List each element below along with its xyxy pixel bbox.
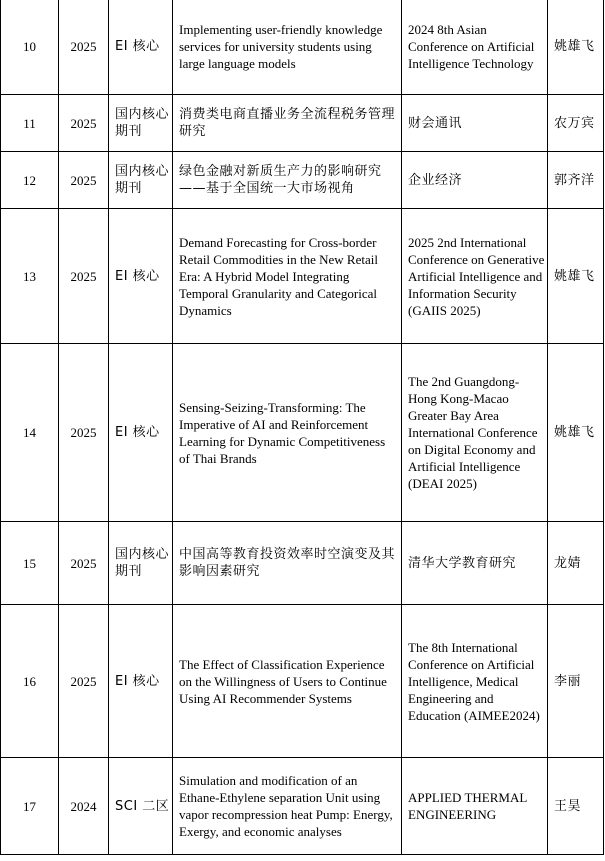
author-cell: 龙婧 — [548, 522, 604, 605]
title-cell: 消费类电商直播业务全流程税务管理研究 — [173, 95, 402, 152]
venue-cell: The 8th International Conference on Artificial Intelligence, Medical Engineering and Education (AIMEE2024) — [402, 605, 548, 758]
year-cell: 2025 — [59, 209, 109, 344]
year-cell: 2025 — [59, 152, 109, 209]
title-cell: The Effect of Classification Experience on the Willingness of Users to Continue Using AI Recommender Systems — [173, 605, 402, 758]
table-row — [1, 522, 604, 605]
table-row — [1, 758, 604, 855]
index-type-cell: 国内核心期刊 — [109, 95, 173, 152]
year-cell: 2025 — [59, 344, 109, 522]
title-cell: 中国高等教育投资效率时空演变及其影响因素研究 — [173, 522, 402, 605]
title-cell: Sensing-Seizing-Transforming: The Imperative of AI and Reinforcement Learning for Dynamic Competitiveness of Thai Brands — [173, 344, 402, 522]
row-number: 16 — [1, 605, 59, 758]
venue-cell: 企业经济 — [402, 152, 548, 209]
table-row — [1, 95, 604, 152]
year-cell: 2025 — [59, 605, 109, 758]
year-cell: 2024 — [59, 758, 109, 855]
table-row — [1, 152, 604, 209]
year-cell: 2025 — [59, 522, 109, 605]
row-number: 14 — [1, 344, 59, 522]
author-cell: 李丽 — [548, 605, 604, 758]
index-type-cell: EI 核心 — [109, 605, 173, 758]
author-cell: 姚雄飞 — [548, 209, 604, 344]
author-cell: 姚雄飞 — [548, 344, 604, 522]
venue-cell: 清华大学教育研究 — [402, 522, 548, 605]
index-type-cell: 国内核心期刊 — [109, 522, 173, 605]
title-cell: Simulation and modification of an Ethane-Ethylene separation Unit using vapor recompression heat Pump: Energy, Exergy, and economic analyses — [173, 758, 402, 855]
venue-cell: 财会通讯 — [402, 95, 548, 152]
row-number: 12 — [1, 152, 59, 209]
author-cell: 姚雄飞 — [548, 0, 604, 95]
title-cell: Implementing user-friendly knowledge services for university students using large language models — [173, 0, 402, 95]
venue-cell: 2025 2nd International Conference on Generative Artificial Intelligence and Information Security (GAIIS 2025) — [402, 209, 548, 344]
title-cell: 绿色金融对新质生产力的影响研究——基于全国统一大市场视角 — [173, 152, 402, 209]
venue-cell: The 2nd Guangdong-Hong Kong-Macao Greater Bay Area International Conference on Digital Economy and Artificial Intelligence (DEAI 2025) — [402, 344, 548, 522]
author-cell: 郭齐洋 — [548, 152, 604, 209]
table-row — [1, 605, 604, 758]
table-row — [1, 344, 604, 522]
year-cell: 2025 — [59, 0, 109, 95]
index-type-cell: 国内核心期刊 — [109, 152, 173, 209]
index-type-cell: EI 核心 — [109, 209, 173, 344]
table-row — [1, 209, 604, 344]
title-cell: Demand Forecasting for Cross-border Retail Commodities in the New Retail Era: A Hybrid Model Integrating Temporal Granularity and Categorical Dynamics — [173, 209, 402, 344]
year-cell: 2025 — [59, 95, 109, 152]
index-type-cell: EI 核心 — [109, 0, 173, 95]
row-number: 17 — [1, 758, 59, 855]
table-row — [1, 0, 604, 95]
index-type-cell: EI 核心 — [109, 344, 173, 522]
row-number: 15 — [1, 522, 59, 605]
index-type-cell: SCI 二区 — [109, 758, 173, 855]
author-cell: 王昊 — [548, 758, 604, 855]
row-number: 13 — [1, 209, 59, 344]
venue-cell: 2024 8th Asian Conference on Artificial Intelligence Technology — [402, 0, 548, 95]
author-cell: 农万宾 — [548, 95, 604, 152]
row-number: 11 — [1, 95, 59, 152]
row-number: 10 — [1, 0, 59, 95]
venue-cell: APPLIED THERMAL ENGINEERING — [402, 758, 548, 855]
